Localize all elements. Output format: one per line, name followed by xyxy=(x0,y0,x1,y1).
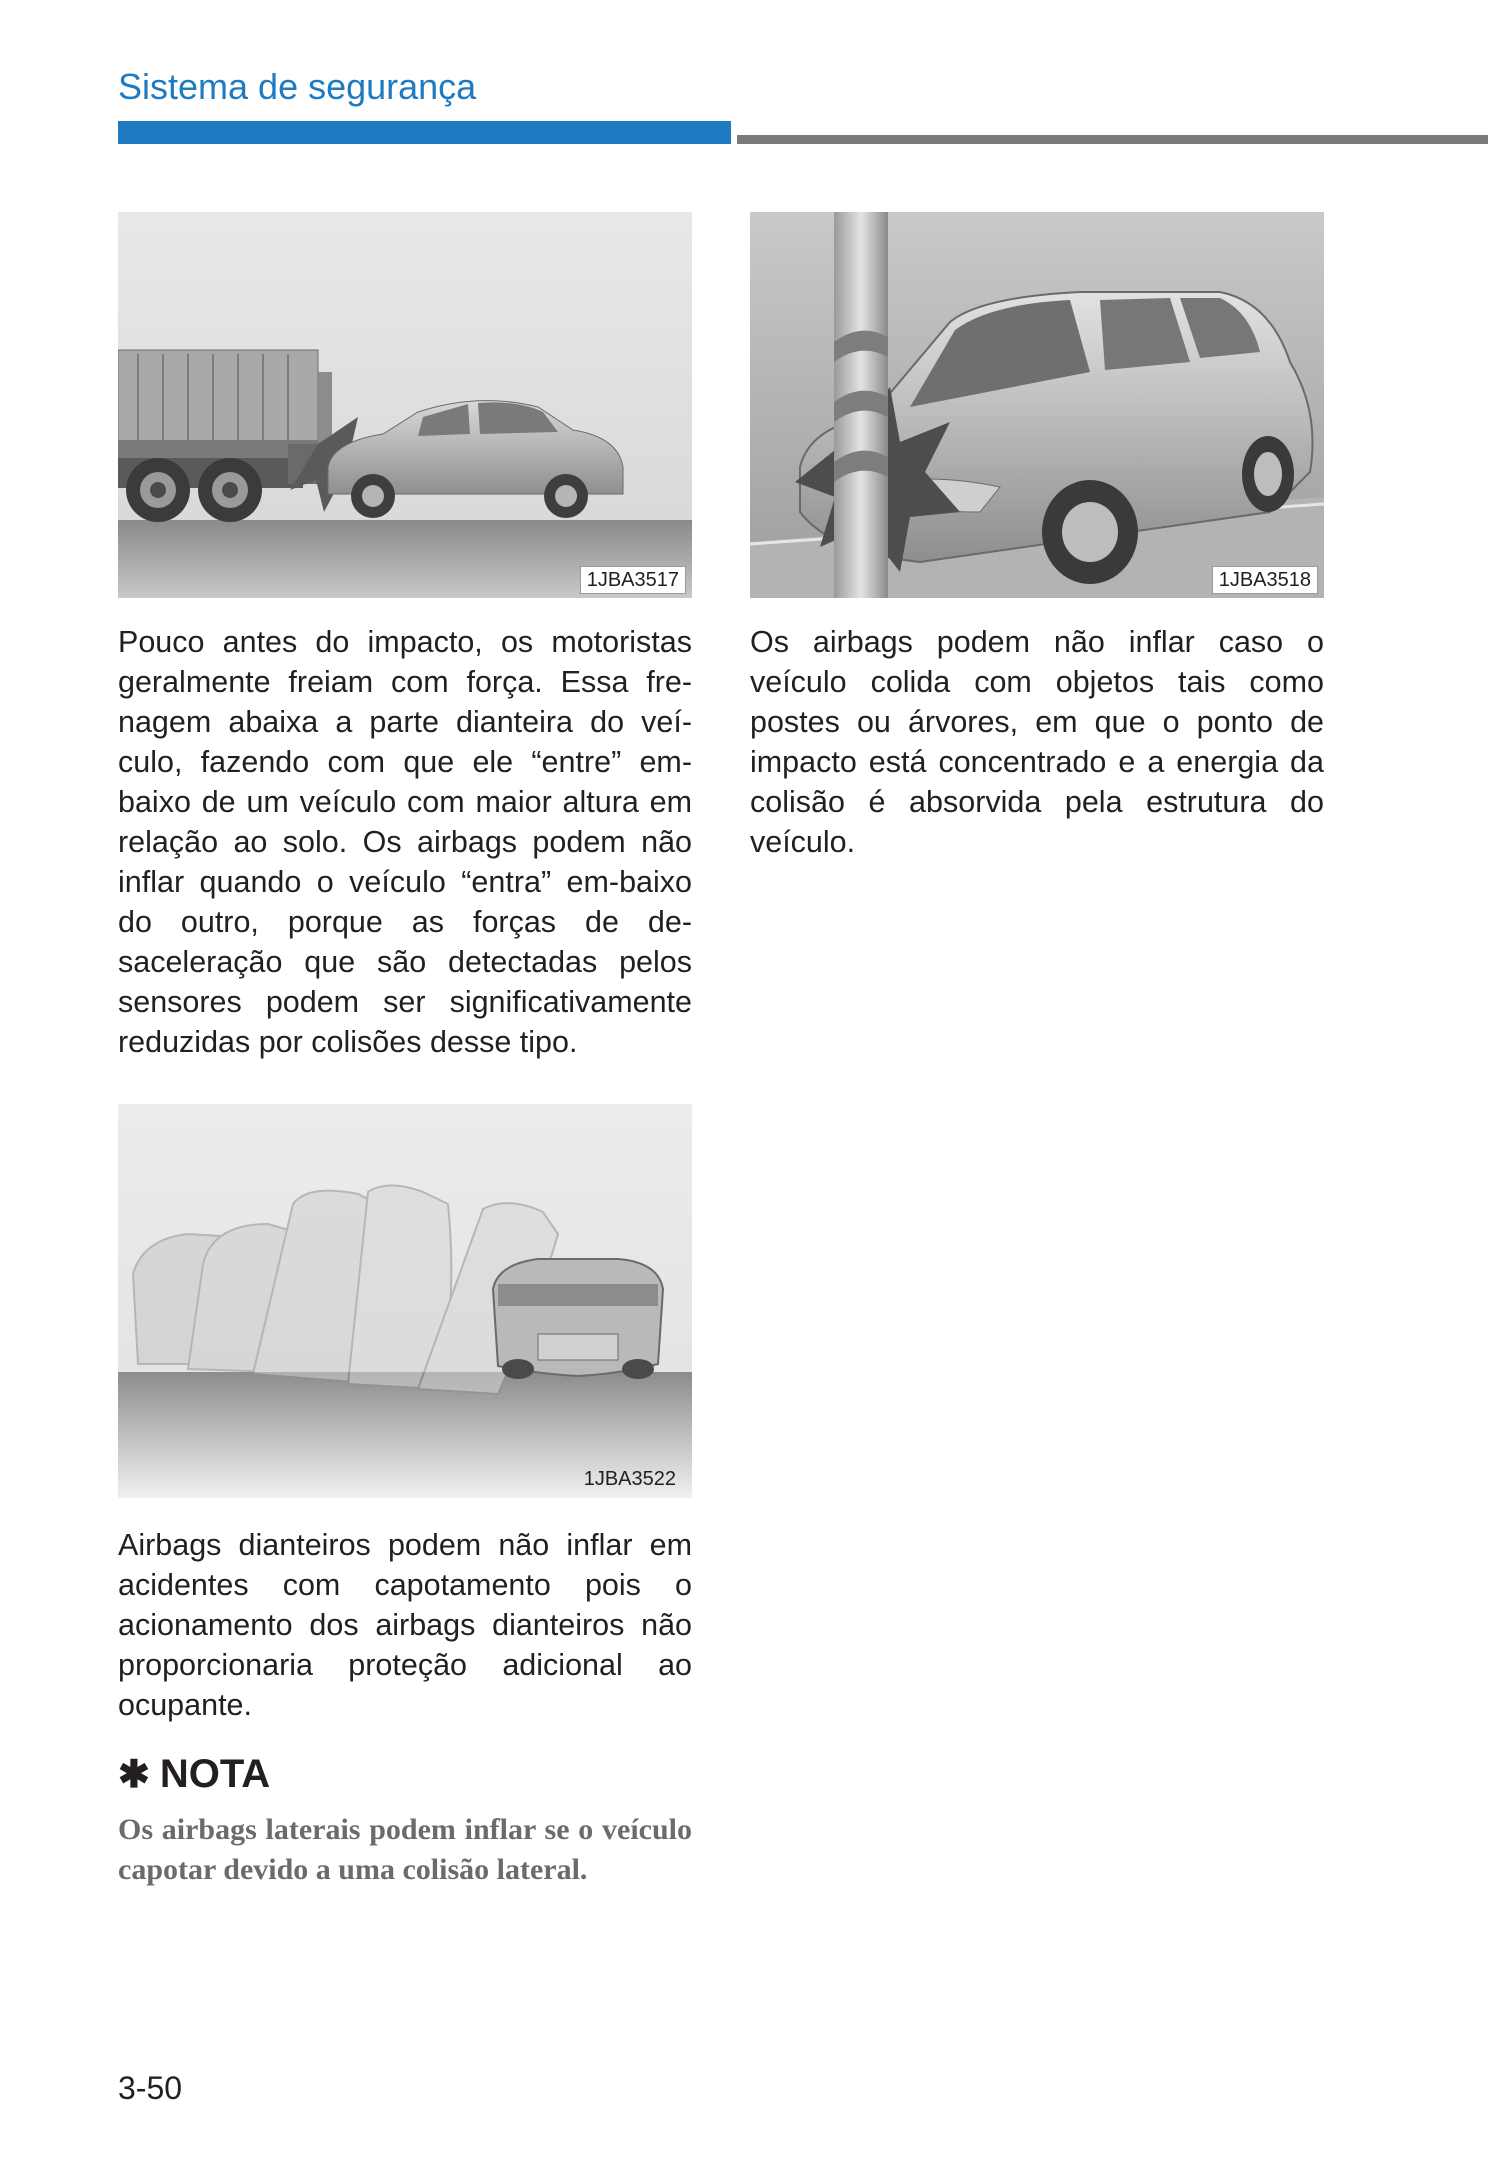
figure-pole-illustration xyxy=(750,212,1324,598)
header-bar-gray xyxy=(737,135,1488,144)
paragraph-rollover: Airbags dianteiros podem não inflar em acidentes com capotamento pois o acionamento dos airbags dianteiros não proporcionaria proteção adicional ao ocupante. xyxy=(118,1528,692,1722)
page-number: 3-50 xyxy=(118,2070,183,2106)
figure-code: 1JBA3517 xyxy=(580,566,686,594)
underride-illustration-graphic xyxy=(118,212,692,598)
pole-illustration-graphic xyxy=(750,212,1324,598)
rollover-illustration-graphic xyxy=(118,1104,692,1498)
note-title: NOTA xyxy=(159,1752,271,1796)
paragraph-pole: Os airbags podem não inflar caso o veículo colida com objetos tais como postes ou árvores, em que o ponto de impacto está concentrado e a energia da colisão é absorvida pela estrutura do veículo. xyxy=(750,625,1324,859)
note-heading xyxy=(118,1752,270,1797)
paragraph-underride: Pouco antes do impacto, os motoristas geralmente freiam com força. Essa fre-nagem abaixa a parte dianteira do veí-culo, fazendo com que ele “entre” em-baixo de um veículo com maior altura em relação ao solo. Os airbags podem não inflar quando o veículo “entra” em-baixo do outro, porque as forças de de-saceleração que são detectadas pelos sensores podem ser significativamente reduzidas por colisões desse tipo. xyxy=(118,625,692,1059)
asterisk-icon: ✱ xyxy=(118,1754,150,1796)
section-title: Sistema de segurança xyxy=(118,66,477,107)
figure-code: 1JBA3522 xyxy=(583,1468,676,1490)
figure-rollover-illustration xyxy=(118,1104,692,1498)
header-bar-blue xyxy=(118,121,731,144)
note-text: Os airbags laterais podem inflar se o veículo capotar devido a uma colisão lateral. xyxy=(118,1813,692,1886)
figure-underride-illustration xyxy=(118,212,692,598)
figure-code: 1JBA3518 xyxy=(1212,566,1318,594)
